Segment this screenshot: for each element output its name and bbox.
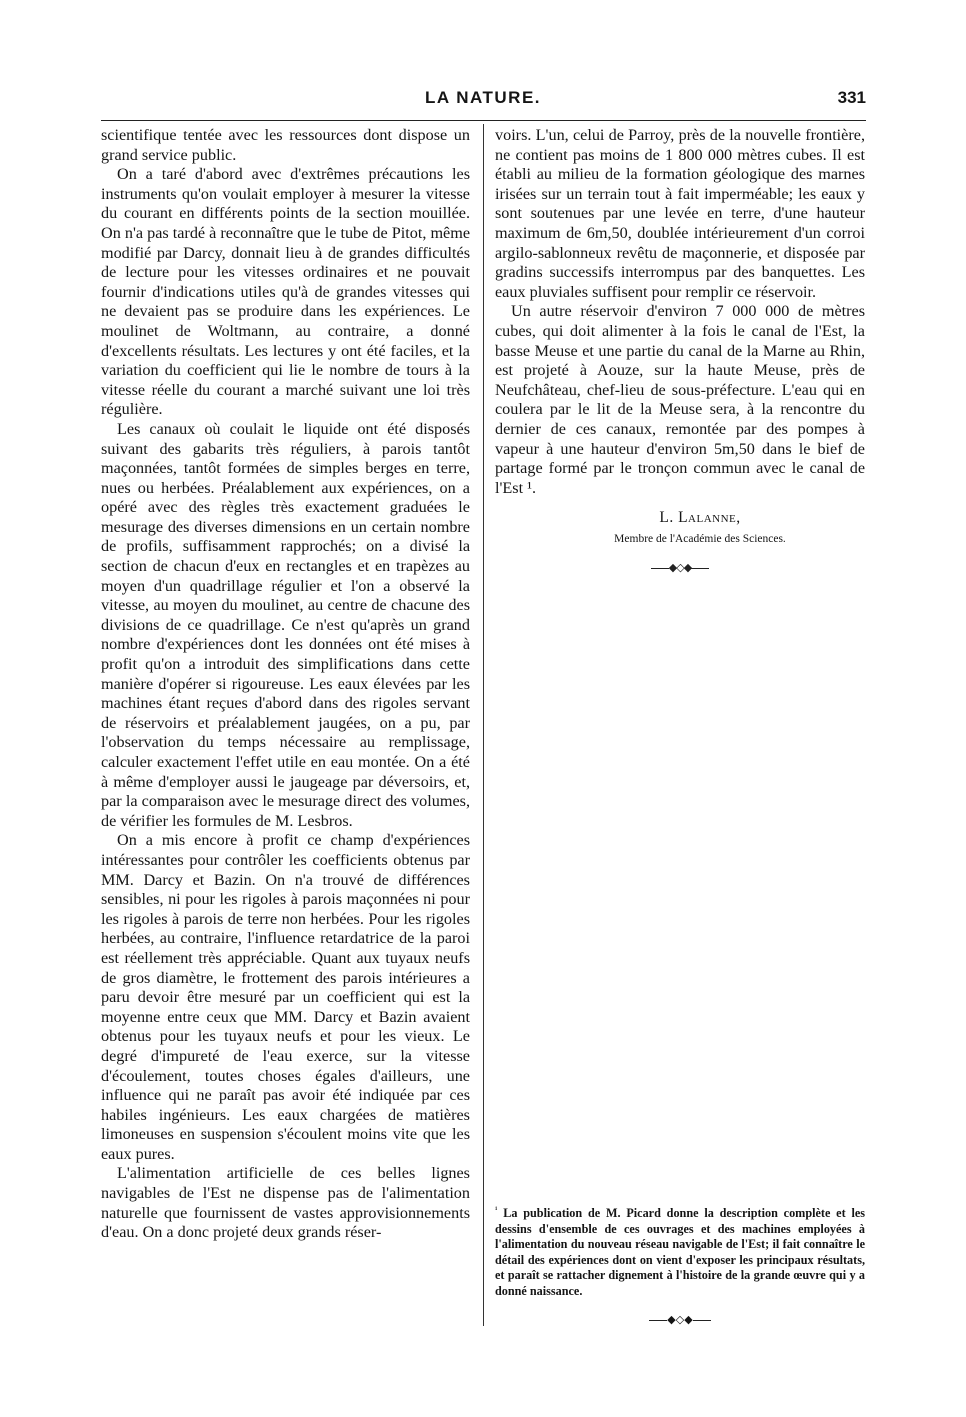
running-header (100, 88, 866, 114)
journal-title: LA NATURE. (424, 88, 542, 107)
footnote-mark: ¹ (495, 1205, 498, 1214)
footnote (495, 1202, 865, 1300)
header-rule (101, 120, 866, 121)
paragraph: Un autre réservoir d'environ 7 000 000 de mètres cubes, qui doit alimenter à la fois le canal de l'Est, la basse Meuse et une partie du canal de la Marne au Rhin, est projeté à Aouze, sur la haute Meuse, près de Neufchâteau, chef-lieu de sous-préfecture. L'eau qui en coulera par le lit de la Meuse sera, à la rencontre du dernier de ces canaux, remontée par des pompes à vapeur à une hauteur d'environ 5m,50 dans le bief de partage formé par le tronçon commun avec le canal de l'Est ¹. (495, 302, 865, 497)
paragraph: Les canaux où coulait le liquide ont été disposés suivant des gabarits très réguliers, à parois tantôt maçonnées, tantôt formées de simples berges en terre, nues ou herbées. Préalablement aux expériences, on a opéré avec des règles très exactement graduées le mesurage des diverses dimensions en un certain nombre de profils, suffisamment rapprochés; on a divisé la section de chacun d'eux en rectangles et en trapèzes au moyen d'un quadrillage régulier et l'on a observé la vitesse, au moyen du moulinet, au centre de chacune des divisions de ce quadrillage. Ce n'est qu'après un grand nombre d'expériences dont les données ont été mises à profit qu'on a introduit des simplifications dans cette manière d'opérer si rigoureuse. Les eaux élevées par les machines étant reçues d'abord dans des rigoles servant de réservoirs et préalablement jaugées, on a pu, par l'observation du temps nécessaire au remplissage, calculer exactement l'effet utile en eau montée. On a été à même d'employer aussi le jaugeage par déversoirs, et, par la comparaison avec le mesurage direct des volumes, de vérifier les formules de M. Lesbros. (101, 419, 470, 830)
left-column (101, 126, 470, 1243)
author-affiliation: Membre de l'Académie des Sciences. (614, 532, 786, 545)
section-ornament: ◆◇◆ (495, 559, 865, 579)
paragraph: scientifique tentée avec les ressources dont dispose un grand service public. (101, 126, 470, 164)
author-signature: L. Lalanne, (659, 509, 741, 527)
column-divider (483, 124, 484, 1326)
paragraph: voirs. L'un, celui de Parroy, près de la nouvelle frontière, ne contient pas moins de 1 800 000 mètres cubes. Il est établi au milieu de la formation géologique des marnes irisées sur un terrain tout à fait imperméable; les eaux y sont soutenues par une levée en terre, d'une hauteur maximum de 6m,50, doublée intérieurement d'un corroi argilo-sablonneux revêtu de maçonnerie, et disposée par gradins successifs interrompus par des banquettes. Les eaux pluviales suffisent pour remplir ce réservoir. (495, 126, 865, 301)
paragraph: L'alimentation artificielle de ces belles lignes navigables de l'Est ne dispense pas de l'alimentation naturelle que fournissent de vastes approvisionnements d'eau. On a donc projeté deux grands réser- (101, 1164, 470, 1242)
paragraph: On a taré d'abord avec d'extrêmes précautions les instruments qu'on voulait employer à mesurer la vitesse du courant en différents points de la section mouillée. On n'a pas tardé à reconnaître que le tube de Pitot, même modifié par Darcy, donnait lieu à de grandes difficultés de lecture pour les vitesses ordinaires et ne pouvait fournir d'indications utiles qu'à de grandes vitesses qui ne devaient pas se produire dans les expériences. Le moulinet de Woltmann, au contraire, a donné d'excellents résultats. Les lectures y ont été faciles, et la variation du coefficient qui lie le nombre de tours à la vitesse réelle du courant a marché suivant une loi très régulière. (101, 165, 470, 419)
footnote-text: La publication de M. Picard donne la description complète et les dessins d'ensemble de ces ouvrages et des machines employées à l'alimentation du nouveau réseau navigable de l'Est; il fait connaître le détail des expériences dont on vient d'exposer les principaux résultats, et paraît se rattacher dignement à l'histoire de la grande œuvre qui y a donné naissance. (495, 1206, 865, 1299)
footnote-ornament: ◆◇◆ (495, 1313, 865, 1326)
paragraph: On a mis encore à profit ce champ d'expériences intéressantes pour contrôler les coefficients obtenus par MM. Darcy et Bazin. On n'a trouvé de différences sensibles, ni pour les rigoles à parois maçonnées ni pour les rigoles à parois de terre non herbées. Pour les rigoles herbées, au contraire, l'influence retardatrice de la paroi est réellement très appréciable. Quant aux tuyaux neufs de gros diamètre, le frottement des parois intérieures a paru devoir être mesuré par un coefficient qui est la moyenne entre ceux que MM. Darcy et Bazin avaient obtenus pour les tuyaux neufs et pour les vieux. Le degré d'impureté de l'eau exerce, sur la vitesse d'écoulement, toutes choses égales d'ailleurs, une influence qui ne paraît pas avoir été indiquée par ces habiles ingénieurs. Les eaux chargées de matières limoneuses en suspension s'écoulent moins vite que les eaux pures. (101, 831, 470, 1163)
page-number: 331 (837, 88, 866, 107)
right-column (495, 126, 865, 579)
